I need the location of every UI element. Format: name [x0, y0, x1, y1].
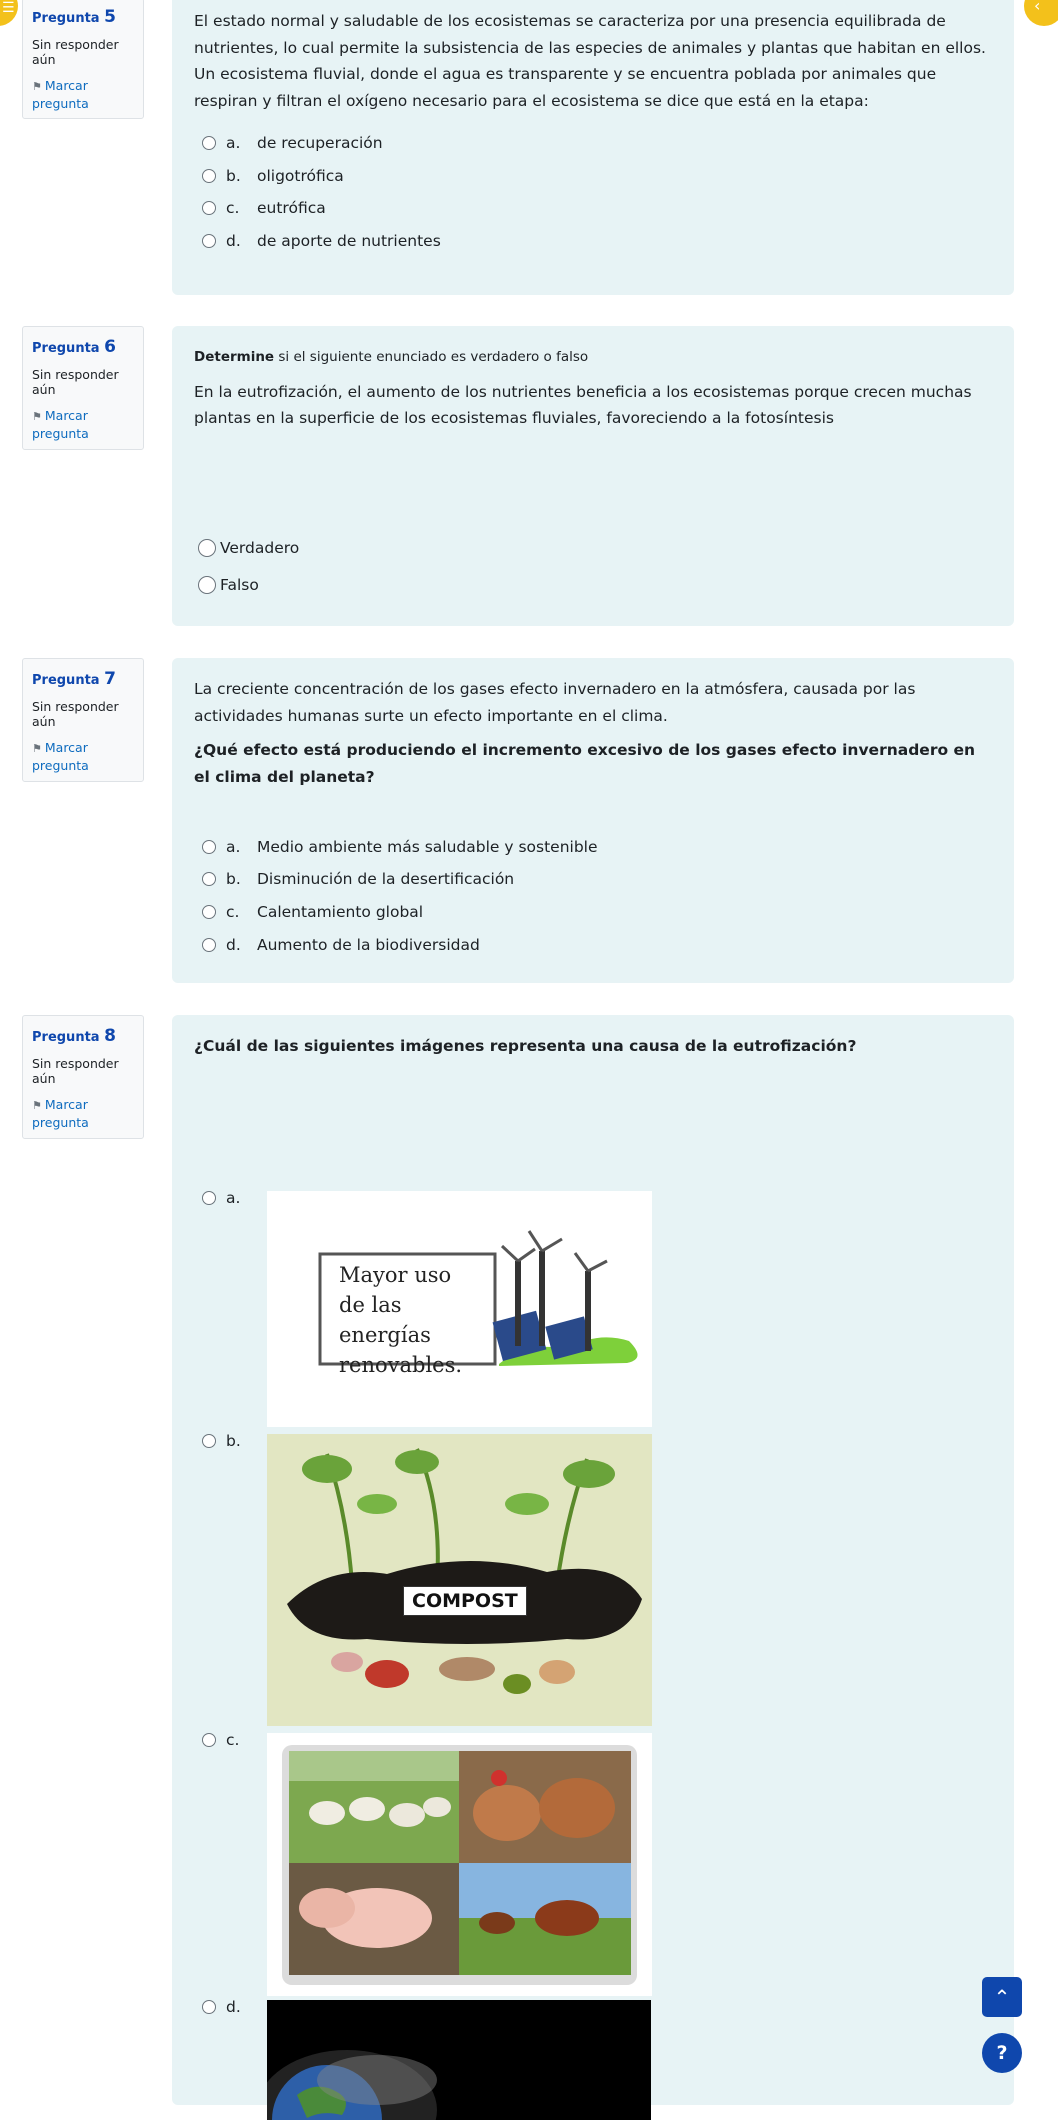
question-number: Pregunta 7 [32, 669, 116, 689]
option-c[interactable]: c. eutrófica [202, 199, 326, 217]
question-info-6 [22, 326, 144, 450]
earth-illustration [267, 2000, 651, 2120]
flag-icon: ⚑ [32, 80, 42, 93]
question-content-7 [172, 658, 1014, 983]
radio-button[interactable] [202, 1733, 216, 1747]
radio-button[interactable] [202, 840, 216, 854]
compost-label: COMPOST [403, 1586, 527, 1616]
flag-icon: ⚑ [32, 410, 42, 423]
drawer-toggle-left[interactable] [0, 0, 18, 26]
radio-button[interactable] [202, 2000, 216, 2014]
compost-image[interactable] [267, 1434, 652, 1726]
option-b[interactable]: b. [202, 1432, 257, 1450]
option-a[interactable]: a. [202, 1189, 257, 1207]
option-b[interactable]: b. Disminución de la desertificación [202, 870, 514, 888]
option-a[interactable]: a. de recuperación [202, 134, 383, 152]
radio-button[interactable] [202, 1434, 216, 1448]
option-b[interactable]: b. oligotrófica [202, 167, 344, 185]
option-d[interactable]: d. Aumento de la biodiversidad [202, 936, 480, 954]
radio-button[interactable] [202, 136, 216, 150]
flag-question-link[interactable]: ⚑ Marcar pregunta [32, 740, 89, 773]
question-prompt: ¿Qué efecto está produciendo el incremento excesivo de los gases efecto invernadero en el clima del planeta? [194, 741, 976, 786]
radio-button[interactable] [202, 234, 216, 248]
question-state: Sin responder aún [32, 699, 119, 729]
chevron-up-icon: ⌃ [993, 1985, 1011, 2009]
question-instruction: Determine si el siguiente enunciado es verdadero o falso [194, 349, 589, 365]
radio-button[interactable] [198, 539, 216, 557]
question-mark-icon: ? [996, 2042, 1008, 2064]
radio-button[interactable] [202, 201, 216, 215]
option-false[interactable]: Falso [198, 576, 259, 594]
question-info-8 [22, 1015, 144, 1139]
radio-button[interactable] [202, 1191, 216, 1205]
question-text: En la eutrofización, el aumento de los nutrientes beneficia a los ecosistemas porque crecen muchas plantas en la superficie de los ecosistemas fluviales, favoreciendo a la fotosíntesis [194, 382, 972, 427]
radio-button[interactable] [198, 576, 216, 594]
renewable-energy-image[interactable] [267, 1191, 652, 1427]
question-info-5 [22, 0, 144, 119]
flag-question-link[interactable]: ⚑ Marcar pregunta [32, 78, 89, 111]
chevron-left-icon: ‹ [1034, 0, 1041, 15]
radio-button[interactable] [202, 872, 216, 886]
flag-icon: ⚑ [32, 742, 42, 755]
radio-button[interactable] [202, 938, 216, 952]
option-c[interactable]: c. Calentamiento global [202, 903, 423, 921]
flag-question-link[interactable]: ⚑ Marcar pregunta [32, 1097, 89, 1130]
earth-image[interactable] [267, 2000, 651, 2120]
option-d[interactable]: d. [202, 1998, 257, 2016]
menu-icon: ☰ [2, 0, 15, 16]
option-c[interactable]: c. [202, 1731, 257, 1749]
radio-button[interactable] [202, 169, 216, 183]
question-prompt: ¿Cuál de las siguientes imágenes representa una causa de la eutrofización? [194, 1037, 857, 1055]
help-button[interactable] [982, 2033, 1022, 2073]
question-text: El estado normal y saludable de los ecosistemas se caracteriza por una presencia equilibrada de nutrientes, lo cual permite la subsistencia de las especies de animales y plantas que habitan en ellos. Un ecosistema fluvial, donde el agua es transparente y se encuentra poblada por animales que respiran y filtran el oxígeno necesario para el ecosistema se dice que está en la etapa: [194, 12, 986, 110]
question-content-6 [172, 326, 1014, 626]
option-a[interactable]: a. Medio ambiente más saludable y sostenible [202, 838, 598, 856]
question-state: Sin responder aún [32, 367, 119, 397]
question-state: Sin responder aún [32, 37, 119, 67]
renewable-energy-caption: Mayor uso de las energías renovables. [339, 1263, 463, 1377]
option-d[interactable]: d. de aporte de nutrientes [202, 232, 441, 250]
compost-illustration [267, 1434, 652, 1726]
question-number: Pregunta 5 [32, 7, 116, 27]
question-content-5 [172, 0, 1014, 295]
radio-button[interactable] [202, 905, 216, 919]
back-to-top-button[interactable] [982, 1977, 1022, 2017]
livestock-image[interactable] [267, 1733, 652, 1996]
question-number: Pregunta 6 [32, 337, 116, 357]
livestock-illustration [267, 1733, 652, 1996]
question-number: Pregunta 8 [32, 1026, 116, 1046]
question-state: Sin responder aún [32, 1056, 119, 1086]
question-content-8 [172, 1015, 1014, 2105]
option-true[interactable]: Verdadero [198, 539, 299, 557]
flag-icon: ⚑ [32, 1099, 42, 1112]
question-info-7 [22, 658, 144, 782]
drawer-toggle-right[interactable] [1024, 0, 1058, 26]
flag-question-link[interactable]: ⚑ Marcar pregunta [32, 408, 89, 441]
question-text: La creciente concentración de los gases efecto invernadero en la atmósfera, causada por las actividades humanas surte un efecto importante en el clima. [194, 680, 916, 725]
